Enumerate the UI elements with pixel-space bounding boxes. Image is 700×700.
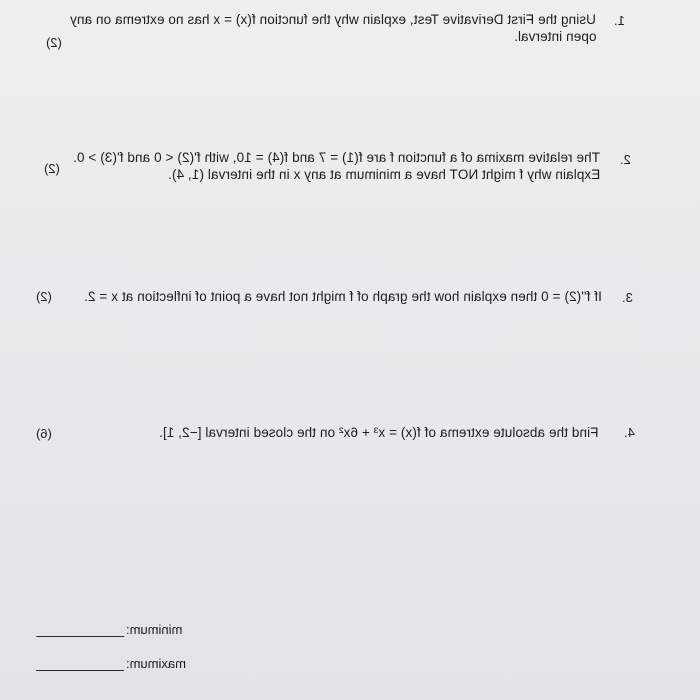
question-4-line-1: Find the absolute extrema of f(x) = x³ + 6x² on the closed interval [−2, 1]. [158,425,598,440]
answer-maximum-row [36,656,186,671]
question-4-number: 4. [624,425,635,440]
question-1-marks: (2) [46,35,62,50]
question-1-number: 1. [614,13,625,28]
question-3-line-1: If f''(2) = 0 then explain how the graph of f might not have a point of inflection at x = 2. [84,289,602,304]
answer-minimum-label: minimum: [126,622,183,637]
question-2-number: 2. [620,152,631,167]
question-4-marks: (6) [36,426,52,441]
question-2-line-1: The relative maxima of a function f are f(1) = 7 and f(4) = 10, with f'(2) < 0 and f'(3) > 0. [73,150,600,165]
question-2-marks: (2) [44,161,60,176]
answer-minimum-blank[interactable] [36,636,124,637]
answer-maximum-blank[interactable] [36,670,124,671]
question-2-line-2: Explain why f might NOT have a minimum at any x in the interval (1, 4). [167,167,600,182]
question-1-line-2: open interval. [513,29,596,44]
question-3-number: 3. [622,290,633,305]
question-3-marks: (2) [36,289,52,304]
question-1-line-1: Using the First Derivative Test, explain why the function f(x) = x has no extrema on any [70,12,596,27]
answer-maximum-label: maximum: [126,656,186,671]
answer-minimum-row [36,622,182,637]
